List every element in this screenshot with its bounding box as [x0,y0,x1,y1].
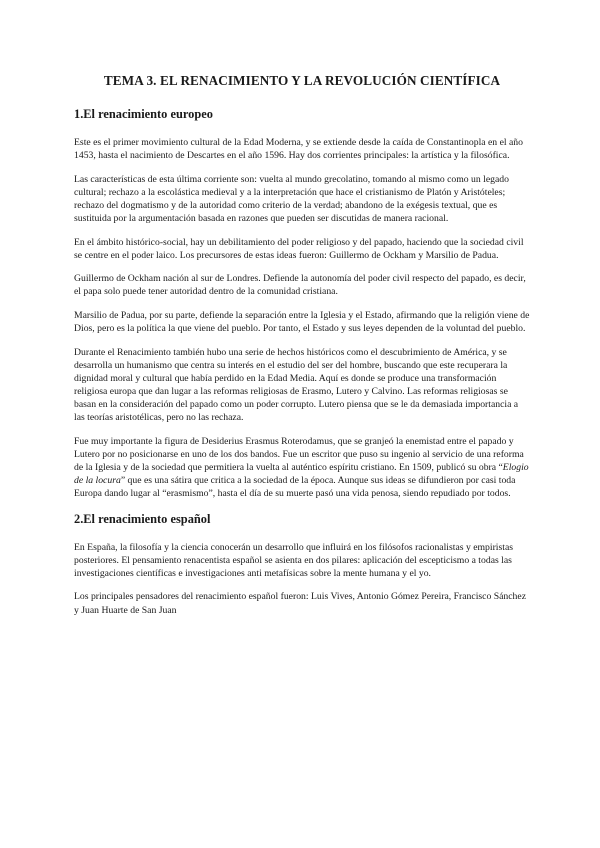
paragraph: Guillermo de Ockham nación al sur de Londres. Defiende la autonomía del poder civil respecto del papado, es decir, el papa solo puede tener autoridad dentro de la comunidad cristiana. [74,273,526,298]
book-title: Elogio de la locura [74,461,529,486]
paragraph-erasmus [74,435,530,500]
paragraph: En España, la filosofía y la ciencia conocerán un desarrollo que influirá en los filósofos racionalistas y empiristas posteriores. El pensamiento renacentista español se asienta en dos pilares: aplicación del escepticismo a todas las investigaciones científicas e investigaciones anti metafísicas sobre la mente humana y el yo. [74,541,514,579]
document-page [74,72,530,627]
paragraph: Marsilio de Padua, por su parte, defiende la separación entre la Iglesia y el Estado, afirmando que la religión viene de Dios, pero es la política la que viene del pueblo. Por tanto, el Estado y sus leyes dependen de la voluntad del pueblo. [74,309,530,335]
document-title: TEMA 3. EL RENACIMIENTO Y LA REVOLUCIÓN CIENTÍFICA [103,73,501,88]
paragraph: Este es el primer movimiento cultural de la Edad Moderna, y se extiende desde la caída de Constantinopla en el año 1453, hasta el nacimiento de Descartes en el año 1596. Hay dos corrientes principales: la artística y la filosófica. [74,137,523,162]
paragraph: Las características de esta última corriente son: vuelta al mundo grecolatino, tomando al mismo como un legado cultural; rechazo a la escolástica medieval y a la interpretación que hace el cristianismo de Platón y Aristóteles; rechazo del dogmatismo y de la autoridad como criterio de la verdad; abandono de la exégesis textual, que es sustituida por la argumentación basada en razones que pueden ser discutidas de manera racional. [74,173,509,224]
paragraph: Los principales pensadores del renacimiento español fueron: Luis Vives, Antonio Gómez Pereira, Francisco Sánchez y Juan Huarte de San Juan [74,591,526,616]
paragraph: En el ámbito histórico-social, hay un debilitamiento del poder religioso y del papado, haciendo que la sociedad civil se centre en el poder laico. Los precursores de estas ideas fueron: Guillermo de Ockham y Marsilio de Padua. [74,236,524,261]
paragraph-text: ” que es una sátira que critica a la sociedad de la época. Aunque sus ideas se difundieron por casi toda Europa dando lugar al “erasmismo”, hasta el día de su muerte pasó una vida penosa, siendo repudiado por todos. [74,474,516,500]
section-heading: 1.El renacimiento europeo [74,107,213,121]
section-renacimiento-europeo [74,106,530,500]
section-heading: 2.El renacimiento español [74,511,211,526]
paragraph-text: Fue muy importante la figura de Desiderius Erasmus Roterodamus, que se granjeó la enemistad entre el papado y Lutero por no posicionarse en uno de los dos bandos. Fue un escritor que puso su ingenio al servicio de una reforma de la Iglesia y de la sociedad que permitiera la vuelta al auténtico espíritu cristiano. En 1509, publicó su obra “ [74,435,524,473]
paragraph: Durante el Renacimiento también hubo una serie de hechos históricos como el descubrimiento de América, y se desarrolla un humanismo que centra su interés en el estudio del ser del hombre, buscando que este recuperara la dignidad moral y cultural que había perdido en la Edad Media. Aquí es donde se produce una transformación religiosa europa que dan lugar a las reformas religiosas de Erasmo, Lutero y Calvino. Las reformas religiosas se basan en la consideración del papado como un poder corrupto. Lutero piensa que se le da demasiada importancia a las teorías aristotélicas, pero no las rechaza. [74,346,519,424]
section-renacimiento-espanol [74,511,530,617]
